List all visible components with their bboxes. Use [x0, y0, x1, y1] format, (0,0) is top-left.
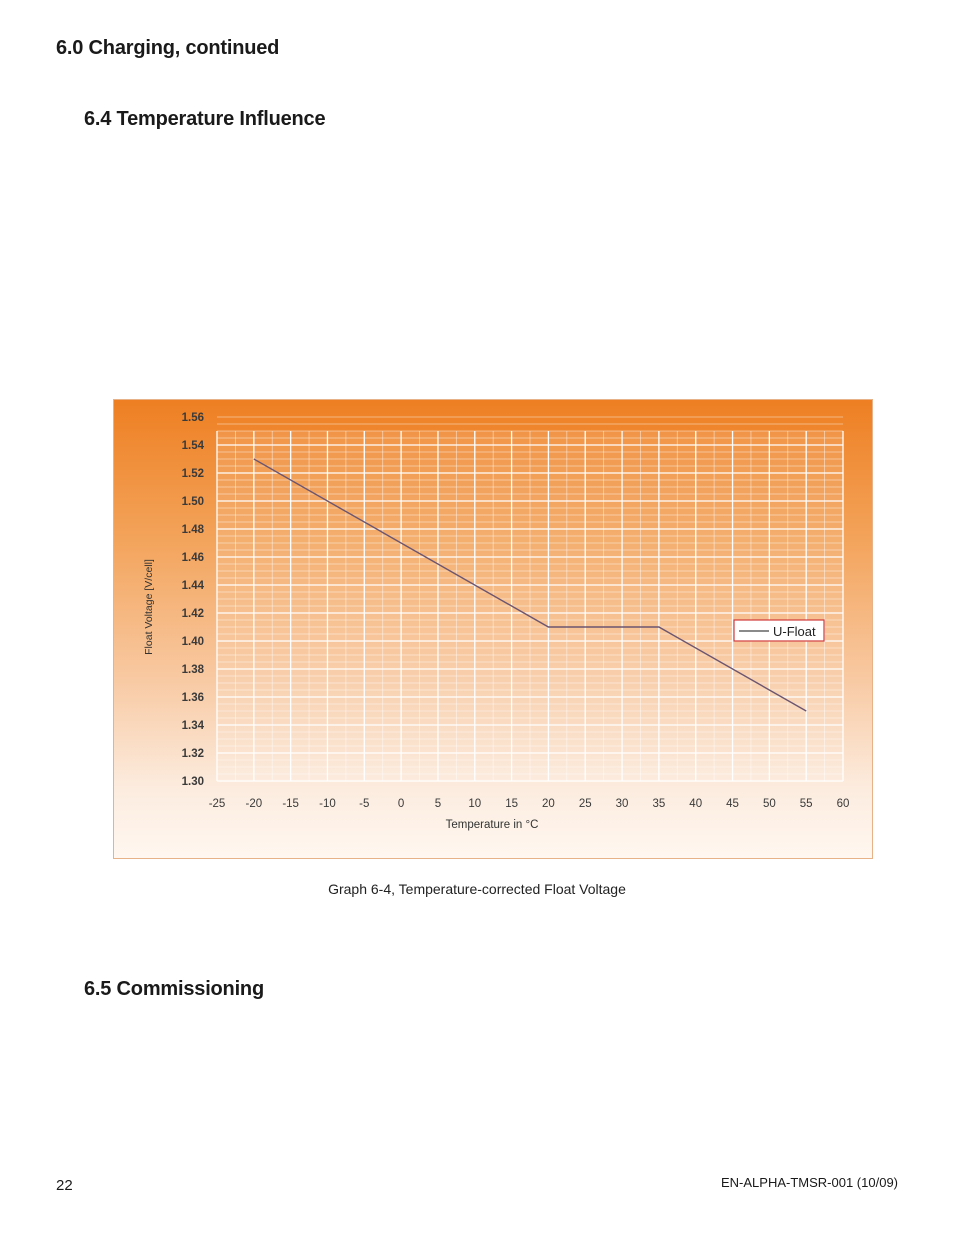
- x-tick-label: 5: [434, 798, 442, 810]
- chart-canvas: [114, 400, 872, 858]
- x-tick-label: -5: [359, 798, 370, 810]
- y-tick-label: 1.34: [181, 720, 204, 732]
- x-tick-label: 15: [505, 798, 518, 810]
- y-tick-label: 1.38: [181, 664, 204, 676]
- x-tick-label: -10: [319, 798, 336, 810]
- x-tick-label: -15: [282, 798, 299, 810]
- y-tick-label: 1.42: [181, 608, 204, 620]
- document-code: EN-ALPHA-TMSR-001 (10/09): [721, 1175, 898, 1190]
- x-tick-label: 55: [799, 798, 813, 810]
- x-tick-label: -25: [208, 798, 226, 810]
- x-tick-label: 0: [397, 798, 405, 810]
- page-number: 22: [56, 1177, 73, 1194]
- subsection-heading-temperature: 6.4 Temperature Influence: [84, 108, 326, 130]
- x-tick-label: -20: [245, 798, 263, 810]
- x-tick-label: 30: [615, 798, 629, 810]
- x-tick-label: 20: [542, 798, 555, 810]
- y-tick-label: 1.52: [181, 468, 204, 480]
- y-tick-label: 1.44: [181, 580, 204, 592]
- y-tick-label: 1.54: [181, 440, 204, 452]
- y-tick-label: 1.30: [181, 776, 204, 788]
- x-tick-label: 45: [726, 798, 739, 810]
- float-voltage-chart: [113, 399, 873, 859]
- y-tick-label: 1.36: [181, 692, 204, 704]
- x-tick-label: 40: [689, 798, 703, 810]
- x-tick-label: 35: [652, 798, 666, 810]
- y-tick-label: 1.40: [181, 636, 204, 648]
- y-tick-label: 1.46: [181, 552, 204, 564]
- x-tick-label: 10: [468, 798, 482, 810]
- x-axis-label: Temperature in °C: [445, 819, 539, 831]
- chart-legend: [734, 620, 824, 641]
- y-axis-label: Float Voltage [V/cell]: [143, 559, 155, 655]
- section-heading: 6.0 Charging, continued: [56, 37, 280, 59]
- x-tick-label: 60: [836, 798, 850, 810]
- y-tick-label: 1.32: [181, 748, 204, 760]
- graph-caption: Graph 6-4, Temperature-corrected Float Voltage: [328, 881, 626, 897]
- y-tick-label: 1.50: [181, 496, 204, 508]
- y-tick-label: 1.56: [181, 412, 204, 424]
- x-tick-label: 25: [578, 798, 592, 810]
- legend-label: U-Float: [773, 624, 816, 639]
- x-tick-label: 50: [762, 798, 776, 810]
- subsection-heading-commissioning: 6.5 Commissioning: [84, 978, 264, 1000]
- y-tick-label: 1.48: [181, 524, 204, 536]
